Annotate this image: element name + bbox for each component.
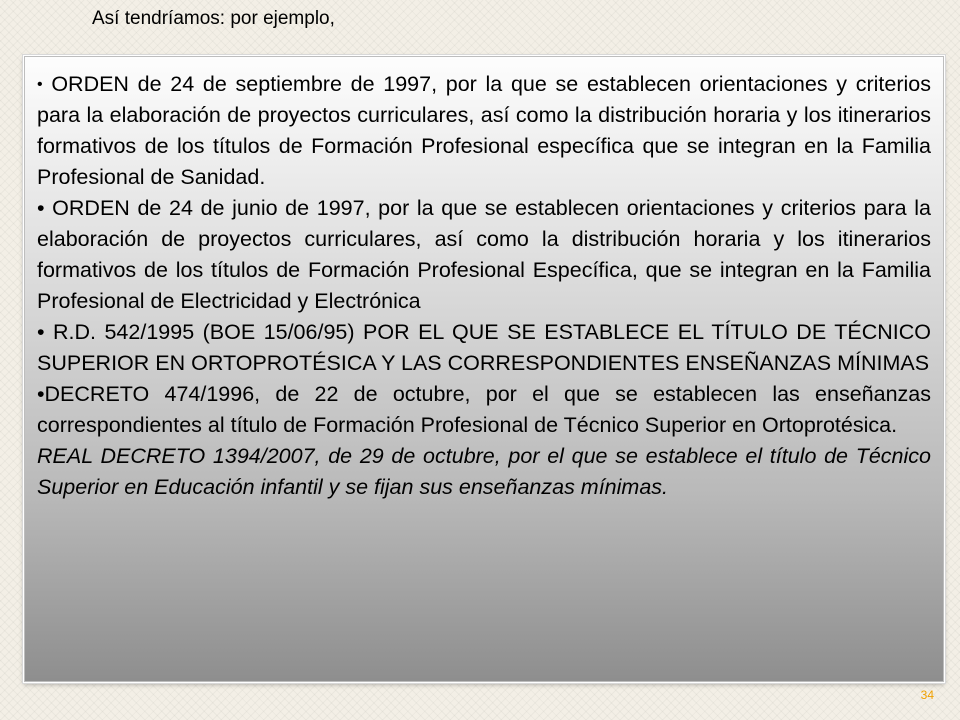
slide-heading: Así tendríamos: por ejemplo, [92,8,335,29]
item-text: ORDEN de 24 de junio de 1997, por la que se establecen orientaciones y criterios para la elaboración de proyectos curriculares, así como la distribución horaria y los itinerarios formativos de los títulos de Formación Profesional Específica, que se integran en la Familia Profesional de Electricidad y Electrónica [37,196,931,313]
bullet: • [37,76,43,93]
list-item [37,441,931,503]
item-text: DECRETO 474/1996, de 22 de octubre, por el que se establecen las enseñanzas correspondientes al título de Formación Profesional de Técnico Superior en Ortoprotésica. [37,382,931,437]
list-item [37,193,931,317]
bullet: • [37,320,45,344]
list-item [37,317,931,379]
list-item [37,379,931,441]
bullet: • [37,196,45,220]
item-text-title: POR EL QUE SE ESTABLECE EL TÍTULO DE TÉCNICO SUPERIOR EN ORTOPROTÉSICA Y LAS CORRESPONDIENTES ENSEÑANZAS MÍNIMAS [37,320,931,375]
page-number: 34 [920,688,934,702]
content-panel [24,56,944,682]
list-item [37,69,931,193]
item-text-reference: R.D. 542/1995 (BOE 15/06/95) [44,320,363,344]
bullet: • [37,382,45,406]
item-text: ORDEN de 24 de septiembre de 1997, por la que se establecen orientaciones y criterios para la elaboración de proyectos curriculares, así como la distribución horaria y los itinerarios formativos de los títulos de Formación Profesional específica que se integran en la Familia Profesional de Sanidad. [37,72,931,189]
item-text: REAL DECRETO 1394/2007, de 29 de octubre, por el que se establece el título de Técnico Superior en Educación infantil y se fijan sus enseñanzas mínimas. [37,444,931,499]
